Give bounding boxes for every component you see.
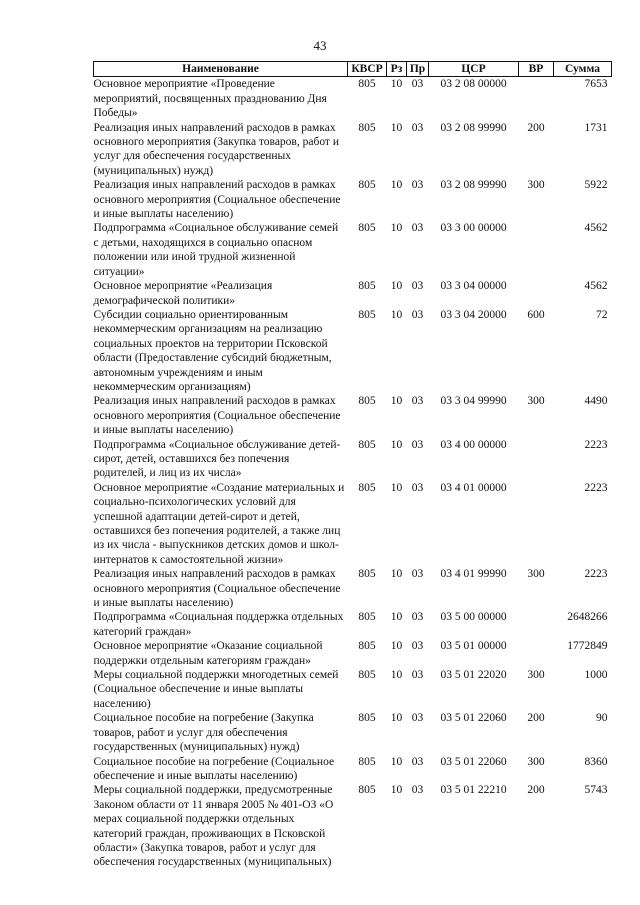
row-name: Реализация иных направлений расходов в рамках основного мероприятия (Закупка товаров, работ и услуг для обеспечения государственных (муниципальных) нужд) [93, 121, 339, 177]
row-kvsr: 805 [358, 78, 376, 91]
row-name: Подпрограмма «Социальное обслуживание детей-сирот, детей, оставшихся без попечения родителей, и лиц из их числа» [93, 438, 341, 480]
table-row [94, 178, 612, 221]
row-csr: 03 2 08 99990 [440, 179, 507, 192]
row-pr: 03 [411, 611, 424, 624]
row-sum: 2223 [584, 568, 608, 581]
row-csr: 03 5 01 22020 [440, 669, 507, 682]
table-header-row [94, 62, 612, 77]
table-row [94, 668, 612, 711]
row-rz: 10 [390, 121, 403, 134]
row-kvsr: 805 [358, 222, 376, 235]
row-vr [519, 610, 554, 639]
row-csr: 03 2 08 99990 [440, 121, 507, 134]
row-kvsr: 805 [358, 438, 376, 451]
row-name: Основное мероприятие «Проведение мероприятий, посвященных празднованию Дня Победы» [93, 78, 327, 120]
row-sum: 2223 [584, 481, 608, 494]
header-rz: Рз [387, 62, 407, 77]
row-name: Реализация иных направлений расходов в рамках основного мероприятия (Социальное обеспечение и иные выплаты населению) [93, 568, 341, 610]
row-name: Реализация иных направлений расходов в рамках основного мероприятия (Социальное обеспечение и иные выплаты населению) [93, 179, 341, 221]
row-rz: 10 [390, 669, 403, 682]
row-sum: 1000 [584, 669, 608, 682]
row-csr: 03 5 01 22060 [440, 712, 507, 725]
table-row [94, 438, 612, 481]
row-name: Основное мероприятие «Оказание социальной поддержки отдельным категориям граждан» [93, 640, 323, 667]
row-kvsr: 805 [358, 395, 376, 408]
row-rz: 10 [390, 611, 403, 624]
row-vr: 200 [527, 121, 545, 134]
row-sum: 1772849 [567, 640, 608, 653]
header-pr: Пр [407, 62, 429, 77]
row-name: Субсидии социально ориентированным некоммерческим организациям на реализацию социальных проектов на территории Псковской области (Предоставление субсидий бюджетным, автономным учреждениям и иным некоммерческим организациям) [93, 308, 332, 393]
row-name: Подпрограмма «Социальное обслуживание семей с детьми, находящихся в социально опасном положении или иной трудной жизненной ситуации» [93, 222, 339, 278]
row-csr: 03 3 04 99990 [440, 395, 507, 408]
row-kvsr: 805 [358, 640, 376, 653]
row-sum: 2223 [584, 438, 608, 451]
header-csr: ЦСР [429, 62, 519, 77]
row-vr: 300 [527, 568, 545, 581]
row-sum: 90 [596, 712, 608, 725]
row-rz: 10 [390, 438, 403, 451]
row-pr: 03 [411, 179, 424, 192]
row-rz: 10 [390, 222, 403, 235]
row-vr: 300 [527, 179, 545, 192]
row-sum: 72 [596, 308, 608, 321]
row-rz: 10 [390, 308, 403, 321]
row-sum: 4490 [584, 395, 608, 408]
header-sum: Сумма [554, 62, 612, 77]
table-row [94, 279, 612, 308]
row-csr: 03 5 01 22210 [440, 784, 507, 797]
row-rz: 10 [390, 784, 403, 797]
row-vr: 200 [527, 712, 545, 725]
row-kvsr: 805 [358, 481, 376, 494]
table-row [94, 121, 612, 179]
table-row [94, 567, 612, 610]
table-row [94, 610, 612, 639]
row-sum: 5922 [584, 179, 608, 192]
row-sum: 5743 [584, 784, 608, 797]
row-vr [519, 221, 554, 279]
header-vr: ВР [519, 62, 554, 77]
row-rz: 10 [390, 755, 403, 768]
row-name: Подпрограмма «Социальная поддержка отдельных категорий граждан» [93, 611, 344, 638]
page-number: 43 [313, 38, 327, 53]
table-row [94, 639, 612, 668]
row-vr: 600 [527, 308, 545, 321]
row-vr [519, 438, 554, 481]
row-pr: 03 [411, 438, 424, 451]
row-kvsr: 805 [358, 611, 376, 624]
row-csr: 03 4 00 00000 [440, 438, 507, 451]
row-csr: 03 3 00 00000 [440, 222, 507, 235]
row-csr: 03 3 04 00000 [440, 280, 507, 293]
row-csr: 03 5 01 00000 [440, 640, 507, 653]
row-csr: 03 5 00 00000 [440, 611, 507, 624]
row-pr: 03 [411, 568, 424, 581]
row-sum: 4562 [584, 222, 608, 235]
table-body [94, 77, 612, 870]
header-kvsr: КВСР [348, 62, 387, 77]
row-pr: 03 [411, 222, 424, 235]
row-pr: 03 [411, 669, 424, 682]
row-csr: 03 2 08 00000 [440, 78, 507, 91]
row-name: Социальное пособие на погребение (Закупка товаров, работ и услуг для обеспечения государственных (муниципальных) нужд) [93, 712, 314, 754]
row-rz: 10 [390, 712, 403, 725]
row-rz: 10 [390, 568, 403, 581]
row-vr [519, 481, 554, 567]
budget-table [93, 61, 612, 870]
row-name: Меры социальной поддержки, предусмотренные Законом области от 11 января 2005 № 401-ОЗ «О мерах социальной поддержки отдельных категорий граждан, проживающих в Псковской области» (Закупка товаров, работ и услуг для обеспечения государственных (муниципальных) [93, 784, 334, 869]
row-kvsr: 805 [358, 179, 376, 192]
row-csr: 03 3 04 20000 [440, 308, 507, 321]
row-kvsr: 805 [358, 712, 376, 725]
row-pr: 03 [411, 395, 424, 408]
row-vr: 200 [527, 784, 545, 797]
row-csr: 03 5 01 22060 [440, 755, 507, 768]
row-pr: 03 [411, 121, 424, 134]
row-rz: 10 [390, 280, 403, 293]
header-name: Наименование [94, 62, 348, 77]
row-name: Социальное пособие на погребение (Социальное обеспечение и иные выплаты населению) [93, 755, 335, 782]
row-vr [519, 77, 554, 121]
table-row [94, 783, 612, 869]
row-pr: 03 [411, 308, 424, 321]
row-name: Основное мероприятие «Реализация демографической политики» [93, 280, 273, 307]
row-vr [519, 639, 554, 668]
row-pr: 03 [411, 640, 424, 653]
row-sum: 7653 [584, 78, 608, 91]
table-row [94, 394, 612, 437]
row-rz: 10 [390, 640, 403, 653]
row-sum: 1731 [584, 121, 608, 134]
row-csr: 03 4 01 00000 [440, 481, 507, 494]
row-pr: 03 [411, 78, 424, 91]
row-vr [519, 279, 554, 308]
row-pr: 03 [411, 481, 424, 494]
row-name: Основное мероприятие «Создание материальных и социально-психологических условий для успешной адаптации детей-сирот и детей, оставшихся без попечения родителей, а также лиц из их числа - выпускников детских домов и школ-интернатов к самостоятельной жизни» [93, 481, 345, 566]
row-rz: 10 [390, 395, 403, 408]
table-row [94, 308, 612, 394]
row-rz: 10 [390, 78, 403, 91]
table-row [94, 755, 612, 784]
table-row [94, 221, 612, 279]
row-name: Реализация иных направлений расходов в рамках основного мероприятия (Социальное обеспечение и иные выплаты населению) [93, 395, 341, 437]
row-sum: 8360 [584, 755, 608, 768]
row-pr: 03 [411, 712, 424, 725]
row-vr: 300 [527, 395, 545, 408]
row-vr: 300 [527, 755, 545, 768]
row-kvsr: 805 [358, 755, 376, 768]
row-pr: 03 [411, 280, 424, 293]
row-sum: 4562 [584, 280, 608, 293]
row-pr: 03 [411, 755, 424, 768]
row-csr: 03 4 01 99990 [440, 568, 507, 581]
row-kvsr: 805 [358, 784, 376, 797]
table-row [94, 711, 612, 754]
table-row [94, 481, 612, 567]
row-sum: 2648266 [567, 611, 608, 624]
row-kvsr: 805 [358, 280, 376, 293]
row-kvsr: 805 [358, 121, 376, 134]
row-rz: 10 [390, 481, 403, 494]
row-kvsr: 805 [358, 568, 376, 581]
row-kvsr: 805 [358, 308, 376, 321]
row-kvsr: 805 [358, 669, 376, 682]
row-vr: 300 [527, 669, 545, 682]
row-name: Меры социальной поддержки многодетных семей (Социальное обеспечение и иные выплаты населению) [93, 669, 339, 710]
row-rz: 10 [390, 179, 403, 192]
table-row [94, 77, 612, 121]
row-pr: 03 [411, 784, 424, 797]
